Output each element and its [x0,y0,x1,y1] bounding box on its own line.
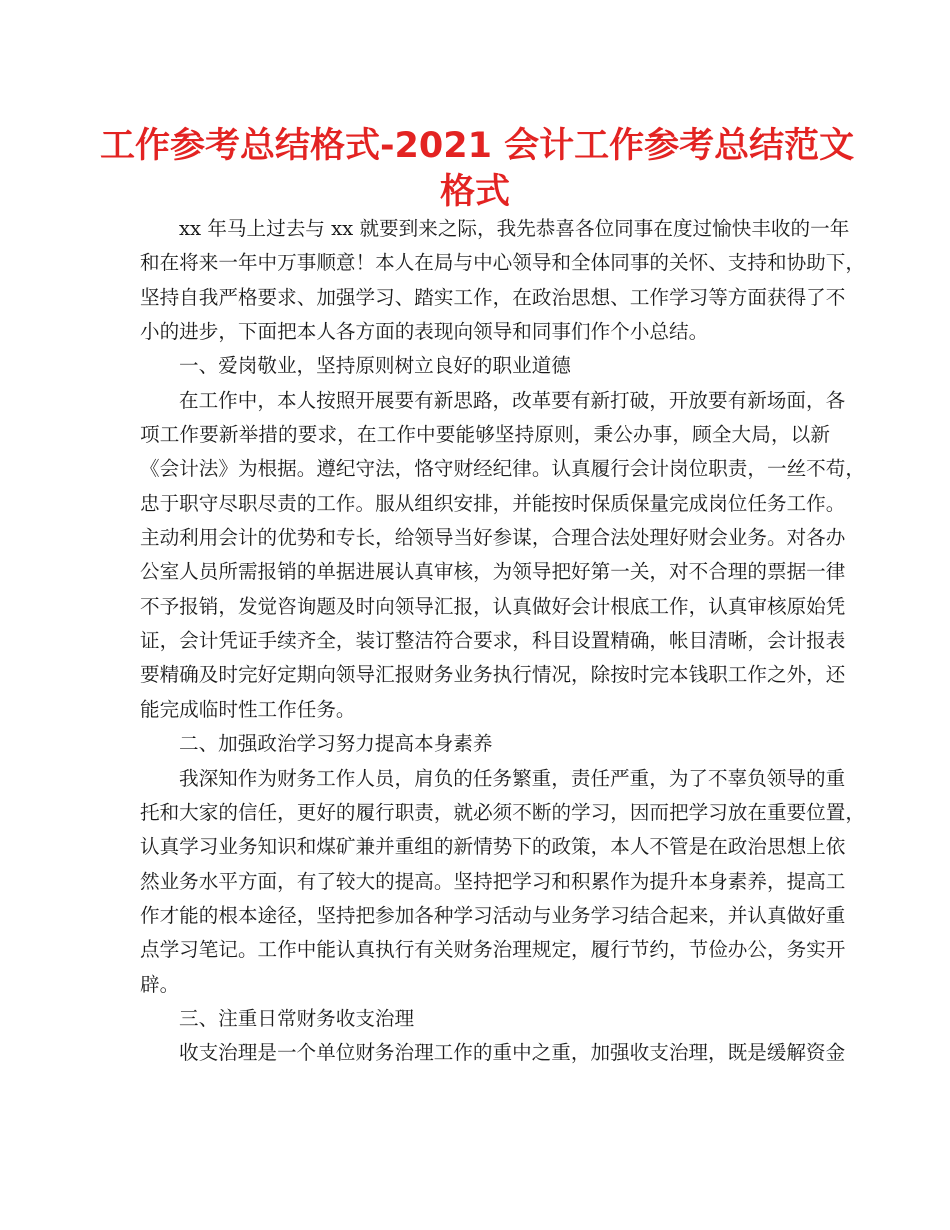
paragraph-line: 作才能的根本途径，坚持把参加各种学习活动与业务学习结合起来，并认真做好重 [140,903,846,927]
paragraph-line: 收支治理是一个单位财务治理工作的重中之重，加强收支治理，既是缓解资金 [179,1041,846,1065]
paragraph-line: 和在将来一年中万事顺意！本人在局与中心领导和全体同事的关怀、支持和协助下， [140,251,865,275]
paragraph-line: 《会计法》为根据。遵纪守法，恪守财经纪律。认真履行会计岗位职责，一丝不苟， [140,457,865,481]
paragraph-line: 主动利用会计的优势和专长，给领导当好参谋，合理合法处理好财会业务。对各办 [140,526,846,550]
paragraph-line: 点学习笔记。工作中能认真执行有关财务治理规定，履行节约，节俭办公，务实开 [140,938,846,962]
document-title-line-2: 格式 [439,172,510,212]
paragraph-line: 坚持自我严格要求、加强学习、踏实工作，在政治思想、工作学习等方面获得了不 [140,285,846,309]
paragraph-line: 不予报销，发觉咨询题及时向领导汇报，认真做好会计根底工作，认真审核原始凭 [140,594,846,618]
paragraph-line: 证，会计凭证手续齐全，装订整洁符合要求，科目设置精确，帐目清晰，会计报表 [140,629,846,653]
paragraph-line: 认真学习业务知识和煤矿兼并重组的新情势下的政策，本人不管是在政治思想上依 [140,835,846,859]
document-title-line-1: 工作参考总结格式-2021 会计工作参考总结范文 [100,126,855,166]
paragraph-line: xx 年马上过去与 xx 就要到来之际，我先恭喜各位同事在度过愉快丰收的一年 [179,217,850,240]
paragraph-line: 能完成临时性工作任务。 [140,697,356,721]
paragraph-line: 然业务水平方面，有了较大的提高。坚持把学习和积累作为提升本身素养，提高工 [140,869,846,893]
section-heading: 三、注重日常财务收支治理 [179,1006,415,1030]
section-heading: 一、爱岗敬业，坚持原则树立良好的职业道德 [179,354,571,378]
document-body [140,212,865,1071]
paragraph-line: 忠于职守尽职尽责的工作。服从组织安排，并能按时保质保量完成岗位任务工作。 [140,491,846,515]
paragraph-line: 项工作要新举措的要求，在工作中要能够坚持原则，秉公办事，顾全大局，以新 [140,423,830,447]
paragraph-line: 辟。 [140,972,180,996]
paragraph-line: 托和大家的信任，更好的履行职责，就必须不断的学习，因而把学习放在重要位置， [140,800,865,824]
paragraph-line: 我深知作为财务工作人员，肩负的任务繁重，责任严重，为了不辜负领导的重 [179,766,846,790]
paragraph-line: 要精确及时完好定期向领导汇报财务业务执行情况，除按时完本钱职工作之外，还 [140,663,846,687]
section-heading: 二、加强政治学习努力提高本身素养 [179,732,493,756]
paragraph-line: 小的进步，下面把本人各方面的表现向领导和同事们作个小总结。 [140,320,709,344]
paragraph-line: 公室人员所需报销的单据进展认真审核，为领导把好第一关，对不合理的票据一律 [140,560,846,584]
paragraph-line: 在工作中，本人按照开展要有新思路，改革要有新打破，开放要有新场面，各 [179,388,846,412]
